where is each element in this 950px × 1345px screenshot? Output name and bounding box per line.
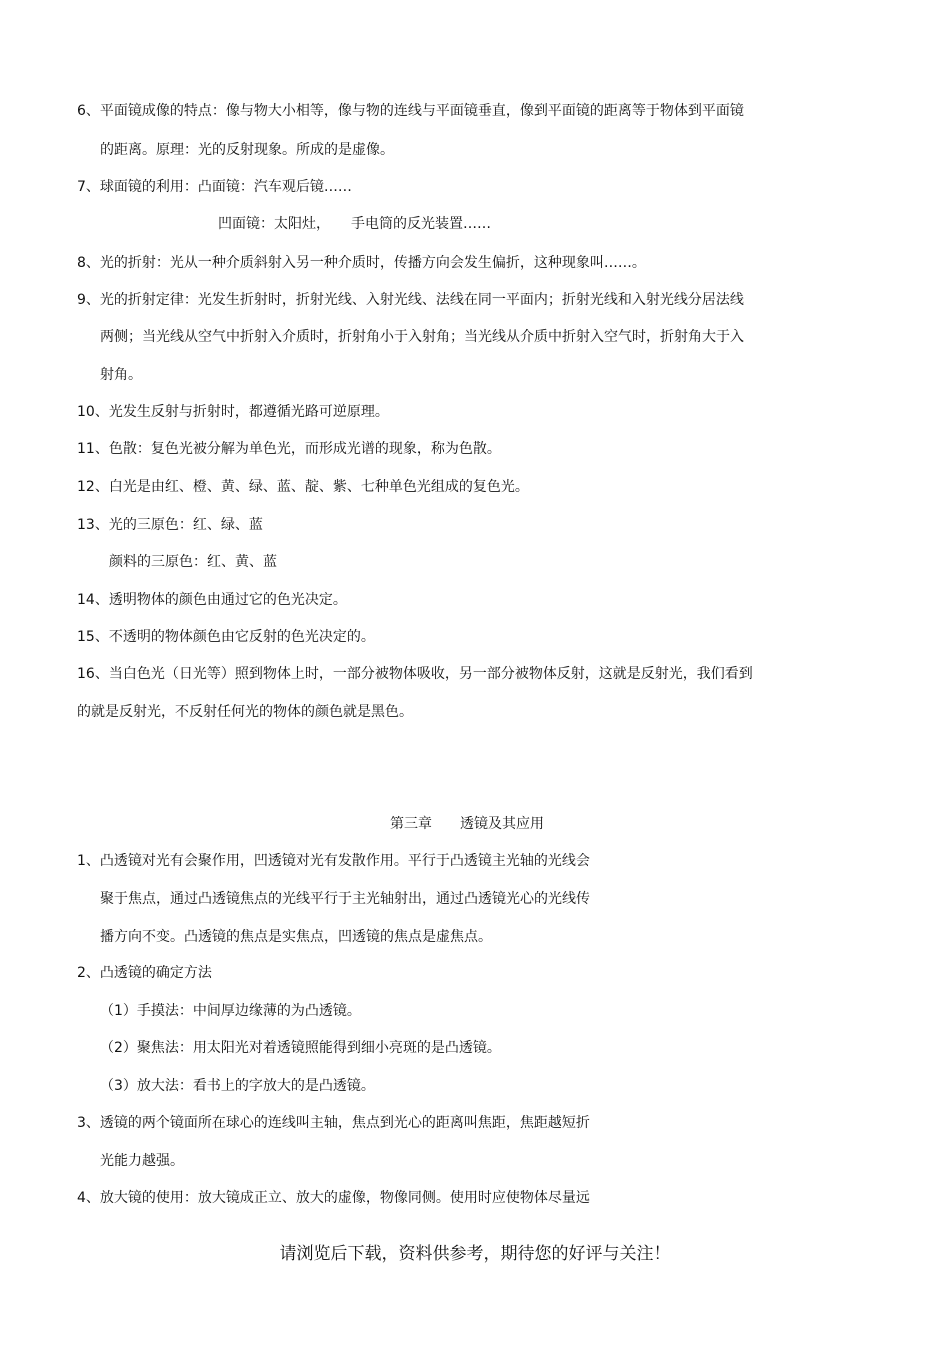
- text-line: （2）聚焦法：用太阳光对着透镜照能得到细小亮斑的是凸透镜。: [100, 1040, 501, 1056]
- text-line: （3）放大法：看书上的字放大的是凸透镜。: [100, 1078, 375, 1094]
- text-line: 4、放大镜的使用：放大镜成正立、放大的虚像，物像同侧。使用时应使物体尽量远: [77, 1190, 590, 1206]
- text-line: 15、不透明的物体颜色由它反射的色光决定的。: [77, 629, 375, 645]
- text-line: 2、凸透镜的确定方法: [77, 965, 212, 981]
- chapter-title: 第三章 透镜及其应用: [390, 816, 544, 832]
- text-line: 的距离。原理：光的反射现象。所成的是虚像。: [100, 142, 394, 158]
- footer-note: 请浏览后下载，资料供参考，期待您的好评与关注！: [279, 1244, 671, 1264]
- text-line: 1、凸透镜对光有会聚作用，凹透镜对光有发散作用。平行于凸透镜主光轴的光线会: [77, 853, 590, 869]
- text-line: 14、透明物体的颜色由通过它的色光决定。: [77, 592, 347, 608]
- text-line: 11、色散：复色光被分解为单色光，而形成光谱的现象，称为色散。: [77, 441, 501, 457]
- text-line: 13、光的三原色：红、绿、蓝: [77, 517, 263, 533]
- text-line: 射角。: [100, 367, 142, 383]
- text-line: 3、透镜的两个镜面所在球心的连线叫主轴，焦点到光心的距离叫焦距，焦距越短折: [77, 1115, 590, 1131]
- text-line: 12、白光是由红、橙、黄、绿、蓝、靛、紫、七种单色光组成的复色光。: [77, 479, 529, 495]
- text-line: 8、光的折射：光从一种介质斜射入另一种介质时，传播方向会发生偏折，这种现象叫……。: [77, 255, 646, 271]
- text-line: 凹面镜：太阳灶， 手电筒的反光装置……: [218, 216, 491, 232]
- text-line: 7、球面镜的利用：凸面镜：汽车观后镜……: [77, 179, 352, 195]
- text-line: 6、平面镜成像的特点：像与物大小相等，像与物的连线与平面镜垂直，像到平面镜的距离等于物体到平面镜: [77, 103, 744, 119]
- text-line: 9、光的折射定律：光发生折射时，折射光线、入射光线、法线在同一平面内；折射光线和入射光线分居法线: [77, 292, 744, 308]
- text-line: 聚于焦点，通过凸透镜焦点的光线平行于主光轴射出，通过凸透镜光心的光线传: [100, 891, 590, 907]
- text-line: 10、光发生反射与折射时，都遵循光路可逆原理。: [77, 404, 389, 420]
- text-line: 播方向不变。凸透镜的焦点是实焦点，凹透镜的焦点是虚焦点。: [100, 929, 492, 945]
- text-line: 颜料的三原色：红、黄、蓝: [109, 554, 277, 570]
- text-line: 16、当白色光（日光等）照到物体上时，一部分被物体吸收，另一部分被物体反射，这就是反射光，我们看到: [77, 666, 753, 682]
- text-line: 的就是反射光，不反射任何光的物体的颜色就是黑色。: [77, 704, 413, 720]
- text-line: 两侧；当光线从空气中折射入介质时，折射角小于入射角；当光线从介质中折射入空气时，折射角大于入: [100, 329, 744, 345]
- text-line: （1）手摸法：中间厚边缘薄的为凸透镜。: [100, 1003, 361, 1019]
- text-line: 光能力越强。: [100, 1153, 184, 1169]
